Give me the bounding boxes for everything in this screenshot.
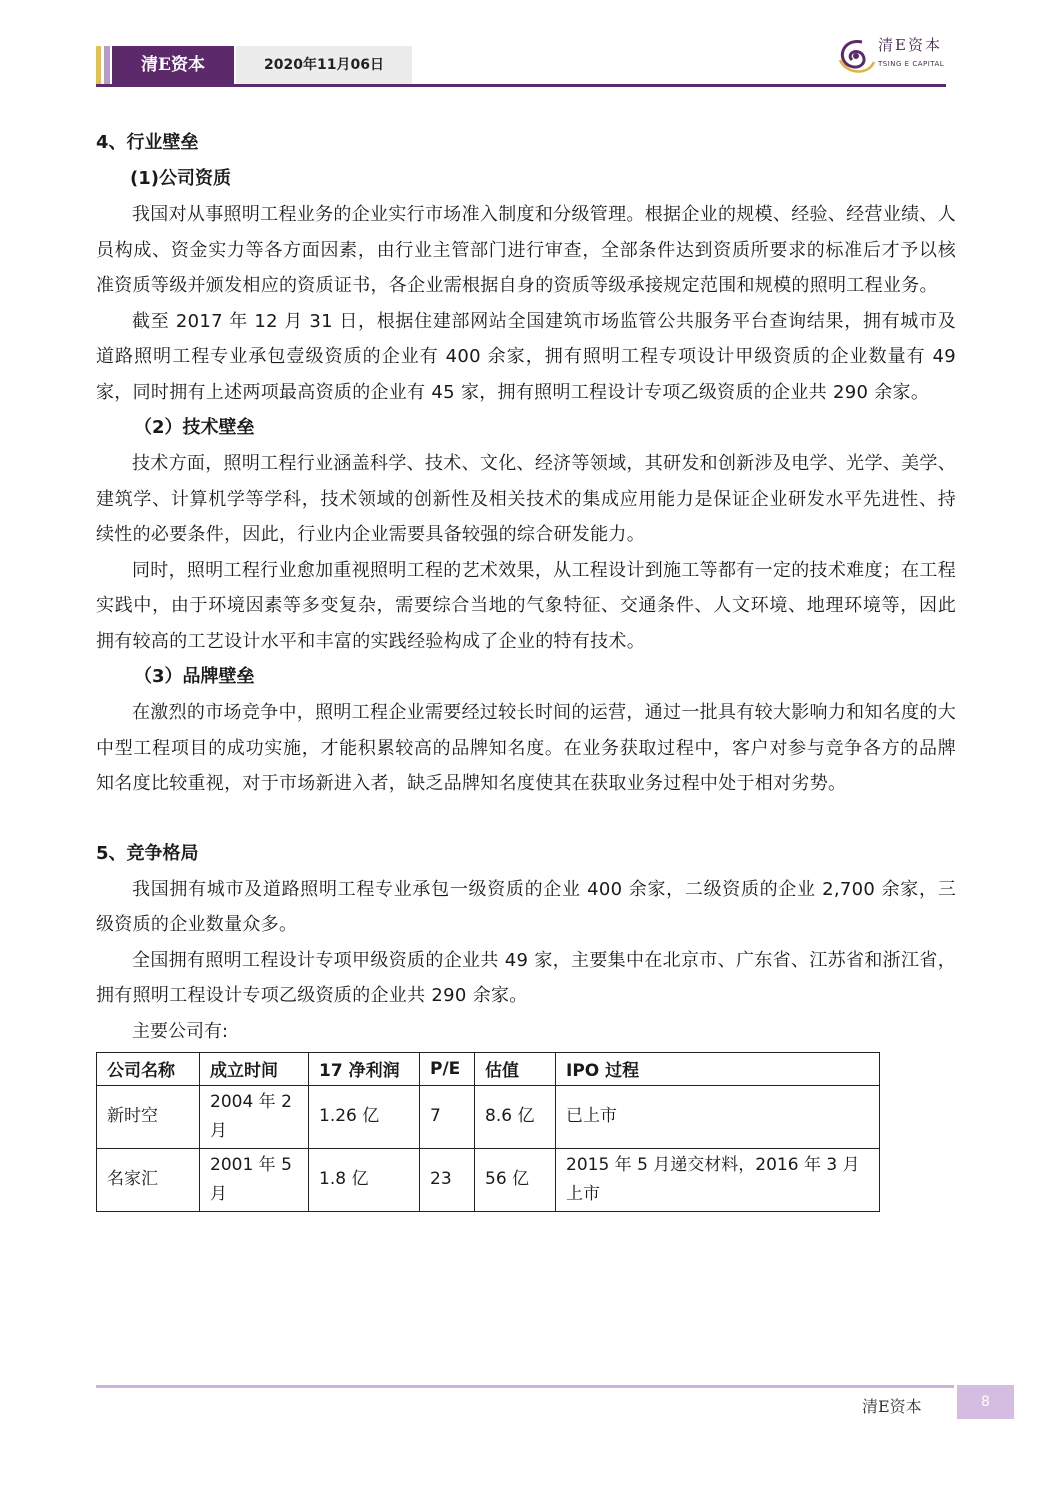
section-gap xyxy=(96,802,956,836)
section4-title: 4、行业壁垒 xyxy=(96,132,199,153)
logo-text-en: TSING E CAPITAL xyxy=(878,60,945,68)
table-cell: 7 xyxy=(420,1085,475,1148)
companies-table xyxy=(96,1052,880,1212)
table-cell: 1.26 亿 xyxy=(309,1085,420,1148)
column-header: 17 净利润 xyxy=(309,1052,420,1085)
table-cell: 56 亿 xyxy=(475,1148,556,1211)
column-header: 成立时间 xyxy=(200,1052,309,1085)
table-cell: 名家汇 xyxy=(97,1148,200,1211)
subsection-qualification-title: (1)公司资质 xyxy=(130,168,231,189)
column-header: IPO 过程 xyxy=(556,1052,880,1085)
table-cell: 1.8 亿 xyxy=(309,1148,420,1211)
table-cell: 新时空 xyxy=(97,1085,200,1148)
paragraph: 我国对从事照明工程业务的企业实行市场准入制度和分级管理。根据企业的规模、经验、经营业绩、人员构成、资金实力等各方面因素，由行业主管部门进行审查，全部条件达到资质所要求的标准后才予以核准资质等级并颁发相应的资质证书，各企业需根据自身的资质等级承接规定范围和规模的照明工程业务。 xyxy=(96,204,956,296)
paragraph: 截至 2017 年 12 月 31 日，根据住建部网站全国建筑市场监管公共服务平台查询结果，拥有城市及道路照明工程专业承包壹级资质的企业有 400 余家，拥有照明工程专项设计甲级资质的企业数量有 49 家，同时拥有上述两项最高资质的企业有 45 家，拥有照明工程设计专项乙级资质的企业共 290 余家。 xyxy=(96,310,956,403)
paragraph: 同时，照明工程行业愈加重视照明工程的艺术效果，从工程设计到施工等都有一定的技术难度；在工程实践中，由于环境因素等多变复杂，需要综合当地的气象特征、交通条件、人文环境、地理环境等，因此拥有较高的工艺设计水平和丰富的实践经验构成了企业的特有技术。 xyxy=(96,559,956,652)
table-cell: 23 xyxy=(420,1148,475,1211)
header-accent-bar-2 xyxy=(104,46,110,84)
header-date: 2020年11月06日 xyxy=(236,46,412,84)
page-number: 8 xyxy=(957,1385,1014,1419)
header-divider xyxy=(96,84,946,87)
table-cell: 2015 年 5 月递交材料，2016 年 3 月上市 xyxy=(556,1148,880,1211)
table-cell: 2004 年 2 月 xyxy=(200,1085,309,1148)
table-row xyxy=(97,1085,880,1148)
footer-brand: 清E资本 xyxy=(862,1397,922,1416)
header-brand: 清E资本 xyxy=(112,46,234,84)
footer-divider xyxy=(96,1385,954,1388)
subsection-brand-title: （3）品牌壁垒 xyxy=(134,666,255,687)
section5-title: 5、竞争格局 xyxy=(96,842,199,864)
document-body xyxy=(96,125,956,1212)
paragraph: 在激烈的市场竞争中，照明工程企业需要经过较长时间的运营，通过一批具有较大影响力和知名度的大中型工程项目的成功实施，才能积累较高的品牌知名度。在业务获取过程中，客户对参与竞争各方的品牌知名度比较重视，对于市场新进入者，缺乏品牌知名度使其在获取业务过程中处于相对劣势。 xyxy=(96,702,956,794)
table-cell: 已上市 xyxy=(556,1085,880,1148)
table-header-row xyxy=(97,1052,880,1085)
paragraph: 全国拥有照明工程设计专项甲级资质的企业共 49 家，主要集中在北京市、广东省、江苏省和浙江省，拥有照明工程设计专项乙级资质的企业共 290 余家。 xyxy=(96,949,956,1006)
table-cell: 8.6 亿 xyxy=(475,1085,556,1148)
table-row xyxy=(97,1148,880,1211)
paragraph: 我国拥有城市及道路照明工程专业承包一级资质的企业 400 余家，二级资质的企业 2,700 余家，三级资质的企业数量众多。 xyxy=(96,878,956,935)
paragraph: 技术方面，照明工程行业涵盖科学、技术、文化、经济等领域，其研发和创新涉及电学、光学、美学、建筑学、计算机学等学科，技术领域的创新性及相关技术的集成应用能力是保证企业研发水平先进性、持续性的必要条件，因此，行业内企业需要具备较强的综合研发能力。 xyxy=(96,453,956,545)
header-accent-bar xyxy=(96,46,101,84)
column-header: 估值 xyxy=(475,1052,556,1085)
column-header: 公司名称 xyxy=(97,1052,200,1085)
table-cell: 2001 年 5 月 xyxy=(200,1148,309,1211)
logo-text-cn: 清E资本 xyxy=(878,36,942,54)
table-lead: 主要公司有: xyxy=(132,1020,229,1042)
subsection-technology-title: （2）技术壁垒 xyxy=(134,417,255,438)
column-header: P/E xyxy=(420,1052,475,1085)
